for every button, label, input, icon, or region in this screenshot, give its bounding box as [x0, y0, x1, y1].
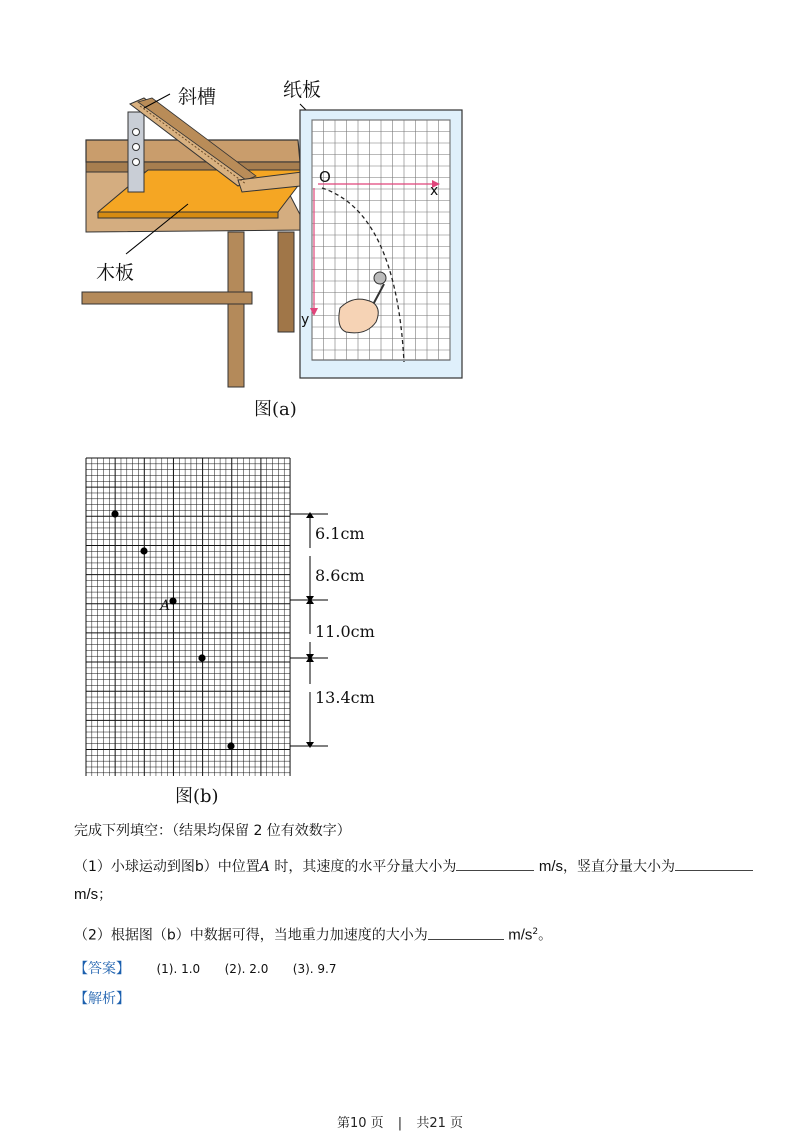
point-a-label: A: [160, 598, 171, 614]
q2-unit: m/s: [508, 926, 533, 944]
label-chute: 斜槽: [178, 86, 217, 108]
q1-end: ；: [98, 887, 113, 903]
q2-text-a: （2）根据图（b）中数据可得，当地重力加速度的大小为: [74, 927, 428, 944]
answer-item-1: (1). 1.0: [156, 962, 201, 976]
footer-separator: |: [397, 1116, 403, 1131]
question-2-line: [74, 922, 552, 946]
q1-unit-a: m/s: [538, 858, 563, 875]
q1-unit-b: m/s: [74, 886, 99, 903]
point-a-dot: [169, 597, 176, 604]
q2-unit-sup: 2: [532, 927, 539, 937]
label-wood-board: 木板: [96, 262, 135, 284]
question-1-line: [74, 856, 753, 877]
interval-label-3: 11.0cm: [315, 622, 375, 641]
q1-blank-vertical[interactable]: [675, 856, 753, 871]
analysis-tag: 【解析】: [74, 991, 130, 1007]
answer-tag: 【答案】: [74, 961, 130, 977]
question-1-line-2: [74, 885, 112, 905]
q2-blank-gravity[interactable]: [428, 925, 504, 940]
page-footer: [0, 1112, 800, 1131]
interval-label-1: 6.1cm: [315, 524, 365, 543]
label-paper-board: 纸板: [283, 79, 322, 101]
q1-text-a: （1）小球运动到图b）中位置: [74, 859, 260, 875]
q2-end: 。: [538, 927, 553, 944]
interval-label-2: 8.6cm: [315, 566, 365, 585]
trajectory-point: [111, 510, 118, 517]
answer-line: [74, 959, 337, 979]
figure-a-caption: 图(a): [254, 399, 297, 420]
q1-point-a: A: [259, 859, 270, 875]
instruction-text: 完成下列填空：（结果均保留 2 位有效数字）: [74, 823, 351, 839]
trajectory-point: [227, 742, 234, 749]
trajectory-point: [140, 547, 147, 554]
q1-text-c: ，竖直分量大小为: [563, 859, 675, 875]
trajectory-point: [198, 654, 205, 661]
figure-b-caption: 图(b): [175, 786, 219, 807]
figure-a-apparatus: [78, 72, 478, 392]
q1-blank-horizontal[interactable]: [456, 856, 534, 871]
footer-total: 共21 页: [416, 1116, 464, 1131]
interval-label-4: 13.4cm: [315, 688, 375, 707]
answer-item-2: (2). 2.0: [224, 962, 269, 976]
footer-page: 第10 页: [336, 1116, 384, 1131]
label-origin: O: [319, 168, 331, 186]
label-y-axis: y: [301, 312, 310, 328]
answer-item-3: (3). 9.7: [292, 962, 337, 976]
label-x-axis: x: [430, 183, 439, 199]
figure-b-grid: [80, 452, 400, 782]
q1-text-b: 时，其速度的水平分量大小为: [269, 859, 457, 875]
